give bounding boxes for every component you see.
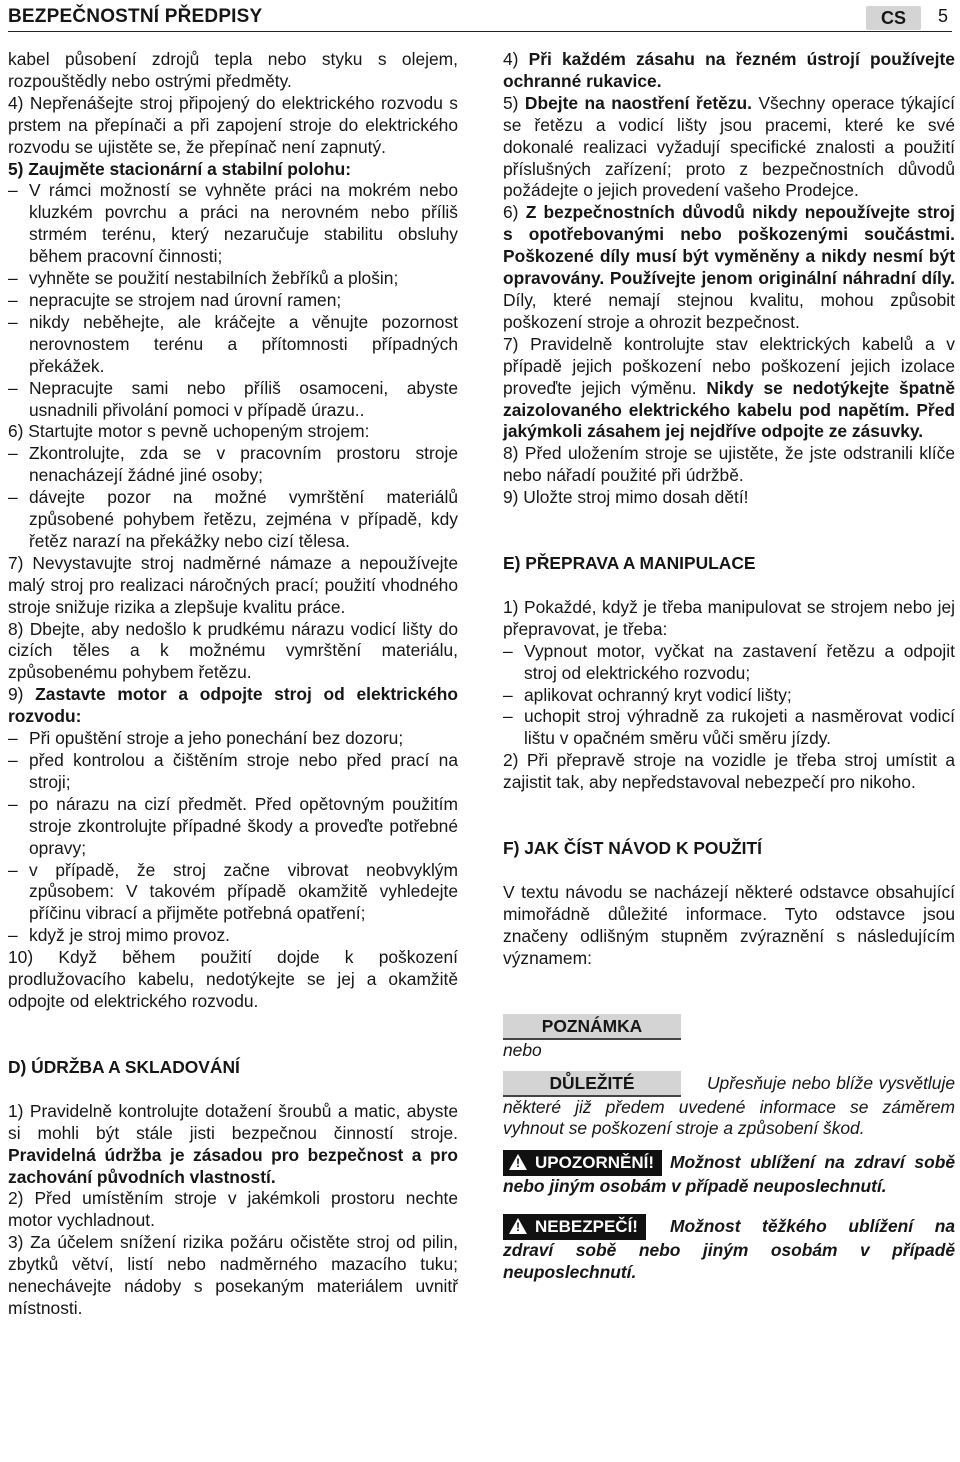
- dash-item: – Vypnout motor, vyčkat na zastavení řetězu a odpojit stroj od elektrického rozvodu;: [503, 641, 955, 685]
- paragraph: [503, 334, 955, 444]
- left-column: [8, 49, 458, 1320]
- normal-text: Všechny operace týkající se řetězu a vodicí lišty jsou pracemi, které ke své dokonalé realizaci vyžadují specifické znalosti a použití příslušných zařízení; proto z bezpečnostních důvodů požádejte o jejich provedení vašeho Prodejce.: [503, 92, 955, 201]
- or-text: nebo: [503, 1039, 542, 1060]
- note-box: POZNÁMKA: [503, 1014, 681, 1040]
- section-heading-e: E) PŘEPRAVA A MANIPULACE: [503, 553, 756, 574]
- dash-item: – Při opuštění stroje a jeho ponechání bez dozoru;: [8, 728, 458, 750]
- item-heading: 6) Startujte motor s pevně uchopeným strojem:: [8, 421, 370, 442]
- warning-desc: Možnost ublížení na zdraví sobě nebo jiným osobám v případě neuposlechnutí.: [503, 1152, 955, 1197]
- paragraph: 2) Před umístěním stroje v jakémkoli prostoru nechte motor vychladnout.: [8, 1188, 458, 1231]
- normal-text: Díly, které nemají stejnou kvalitu, mohou způsobit poškození stroje a ohrozit bezpečnost.: [503, 289, 955, 332]
- note-box-row: [503, 1014, 955, 1040]
- paragraph: 7) Nevystavujte stroj nadměrné námaze a nepoužívejte malý stroj pro realizaci náročných prací; použití vhodného stroje snižuje rizika a zlepšuje kvalitu práce.: [8, 552, 458, 617]
- paragraph: 10) Když během použití dojde k poškození prodlužovacího kabelu, nedotýkejte se jej a okamžitě odpojte od elektrického rozvodu.: [8, 947, 458, 1011]
- bold-text: Dbejte na naostření řetězu.: [524, 92, 753, 113]
- paragraph: 8) Před uložením stroje se ujistěte, že jste odstranili klíče nebo nářadí použité při údržbě.: [503, 443, 955, 486]
- paragraph: [503, 202, 955, 333]
- page-header: [8, 0, 952, 34]
- paragraph: 3) Za účelem snížení rizika požáru očistěte stroj od pilin, zbytků větví, listí nebo nadměrného mazacího tuku; nenechávejte nádoby s posekaným materiálem uvnitř místnosti.: [8, 1232, 458, 1318]
- item-number: 6): [503, 202, 519, 223]
- dash-item: – vyhněte se použití nestabilních žebříků a plošin;: [8, 268, 458, 290]
- dash-item: – aplikovat ochranný kryt vodicí lišty;: [503, 685, 955, 707]
- paragraph: [503, 49, 955, 93]
- warning-label: UPOZORNĚNÍ!: [535, 1153, 654, 1173]
- dash-item: – V rámci možností se vyhněte práci na mokrém nebo kluzkém povrchu a práci na nerovném nebo příliš strmém terénu, který nezaručuje stabilitu obsluhy během pracovní činnosti;: [8, 180, 458, 268]
- paragraph: V textu návodu se nacházejí některé odstavce obsahující mimořádně důležité informace. Tyto odstavce jsou značeny odlišným stupněm zvýraznění s následujícím významem:: [503, 882, 955, 968]
- danger-box: [503, 1214, 646, 1240]
- section-heading-f: F) JAK ČÍST NÁVOD K POUŽITÍ: [503, 838, 762, 859]
- bold-text: Při každém zásahu na řezném ústrojí používejte ochranné rukavice.: [503, 49, 955, 91]
- paragraph: [8, 1101, 458, 1189]
- important-row: [503, 1071, 955, 1141]
- right-column: [503, 49, 955, 1284]
- warning-paragraph: [503, 1150, 955, 1198]
- dash-item: – Nepracujte sami nebo příliš osamoceni, abyste usnadnili přivolání pomoci v případě úrazu..: [8, 378, 458, 422]
- important-paragraph: [503, 1071, 955, 1141]
- bold-text: Z bezpečnostních důvodů nikdy nepoužívejte stroj s opotřebovanými nebo poškozenými součástmi. Poškozené díly musí být vyměněny a nikdy nesmí být opravovány. Používejte jenom originální náhradní díly.: [503, 202, 955, 289]
- normal-text: 7) Pravidelně kontrolujte stav elektrických kabelů a v případě jejich poškození nebo poškození jejich izolace proveďte jejich výměnu.: [503, 333, 955, 398]
- dash-item: – když je stroj mimo provoz.: [8, 925, 458, 947]
- dash-item: – Zkontrolujte, zda se v pracovním prostoru stroje nenacházejí žádné jiné osoby;: [8, 443, 458, 487]
- item-heading: 5) Zaujměte stacionární a stabilní polohu:: [8, 158, 352, 179]
- paragraph: 8) Dbejte, aby nedošlo k prudkému nárazu vodicí lišty do cizích těles a k možnému vymrštění materiálu, způsobenému pohybem řetězu.: [8, 618, 458, 683]
- danger-label: NEBEZPEČÍ!: [535, 1217, 638, 1237]
- warning-box: [503, 1150, 662, 1176]
- language-tag: CS: [866, 6, 921, 30]
- danger-desc: Možnost těžkého ublížení na zdraví sobě nebo jiným osobám v případě neuposlechnutí.: [503, 1216, 955, 1283]
- paragraph: kabel působení zdrojů tepla nebo styku s olejem, rozpouštědly nebo ostrými předměty.: [8, 49, 458, 91]
- danger-paragraph: [503, 1214, 955, 1284]
- page-number: 5: [937, 6, 948, 26]
- bold-text: Pravidelná údržba je zásadou pro bezpečnost a pro zachování původních vlastností.: [8, 1144, 458, 1187]
- bold-text: Nikdy se nedotýkejte špatně zaizolovaného elektrického kabelu pod napětím. Před jakýmkoli zásahem jej nejdříve odpojte ze zásuvky.: [503, 377, 955, 442]
- warning-row: [503, 1150, 955, 1198]
- paragraph: [503, 93, 955, 203]
- danger-row: [503, 1214, 955, 1284]
- paragraph: 1) Pokaždé, když je třeba manipulovat se strojem nebo jej přepravovat, je třeba:: [503, 596, 955, 639]
- header-rule: [8, 31, 952, 32]
- item-heading: [8, 684, 458, 728]
- item-number: 9): [8, 684, 24, 705]
- item-number: 4): [503, 49, 519, 69]
- important-desc: Upřesňuje nebo blíže vysvětluje některé již předem uvedené informace se záměrem vyhnout se poškození stroje a způsobení škod.: [503, 1072, 955, 1139]
- dash-item: – v případě, že stroj začne vibrovat neobvyklým způsobem: V takovém případě okamžitě vyhledejte příčinu vibrací a přijměte potřebná opatření;: [8, 860, 458, 926]
- important-box: DŮLEŽITÉ: [503, 1071, 681, 1097]
- bold-text: Zastavte motor a odpojte stroj od elektrického rozvodu:: [8, 684, 458, 727]
- dash-item: – před kontrolou a čištěním stroje nebo před prací na stroji;: [8, 750, 458, 794]
- dash-item: – po nárazu na cizí předmět. Před opětovným použitím stroje zkontrolujte případné škody a proveďte potřebné opravy;: [8, 794, 458, 860]
- item-number: 5): [503, 92, 519, 113]
- paragraph: 9) Uložte stroj mimo dosah dětí!: [503, 487, 749, 508]
- paragraph: 2) Při přepravě stroje na vozidle je třeba stroj umístit a zajistit tak, aby nepředstavoval nebezpečí pro nikoho.: [503, 750, 955, 793]
- dash-item: – uchopit stroj výhradně za rukojeti a nasměrovat vodicí lištu v opačném směru vůči směru jízdy.: [503, 706, 955, 750]
- section-title: BEZPEČNOSTNÍ PŘEDPISY: [8, 6, 263, 27]
- dash-item: – nikdy neběhejte, ale kráčejte a věnujte pozornost nerovnostem terénu a přítomnosti případných překážek.: [8, 312, 458, 378]
- danger-triangle-icon: [509, 1218, 527, 1234]
- paragraph: 4) Nepřenášejte stroj připojený do elektrického rozvodu s prstem na přepínači a při zapojení stroje do elektrického rozvodu se ujistěte se, že přepínač není zapnutý.: [8, 92, 458, 157]
- section-heading-d: D) ÚDRŽBA A SKLADOVÁNÍ: [8, 1056, 240, 1077]
- warning-triangle-icon: [509, 1154, 527, 1170]
- normal-text: 1) Pravidelně kontrolujte dotažení šroubů a matic, abyste si mohli být stále jisti bezpečnou činností stroje.: [8, 1100, 458, 1143]
- dash-item: – nepracujte se strojem nad úrovní ramen;: [8, 290, 458, 312]
- dash-item: – dávejte pozor na možné vymrštění materiálů způsobené pohybem řetězu, zejména v případě, kdy řetěz narazí na překážky nebo cizí tělesa.: [8, 487, 458, 553]
